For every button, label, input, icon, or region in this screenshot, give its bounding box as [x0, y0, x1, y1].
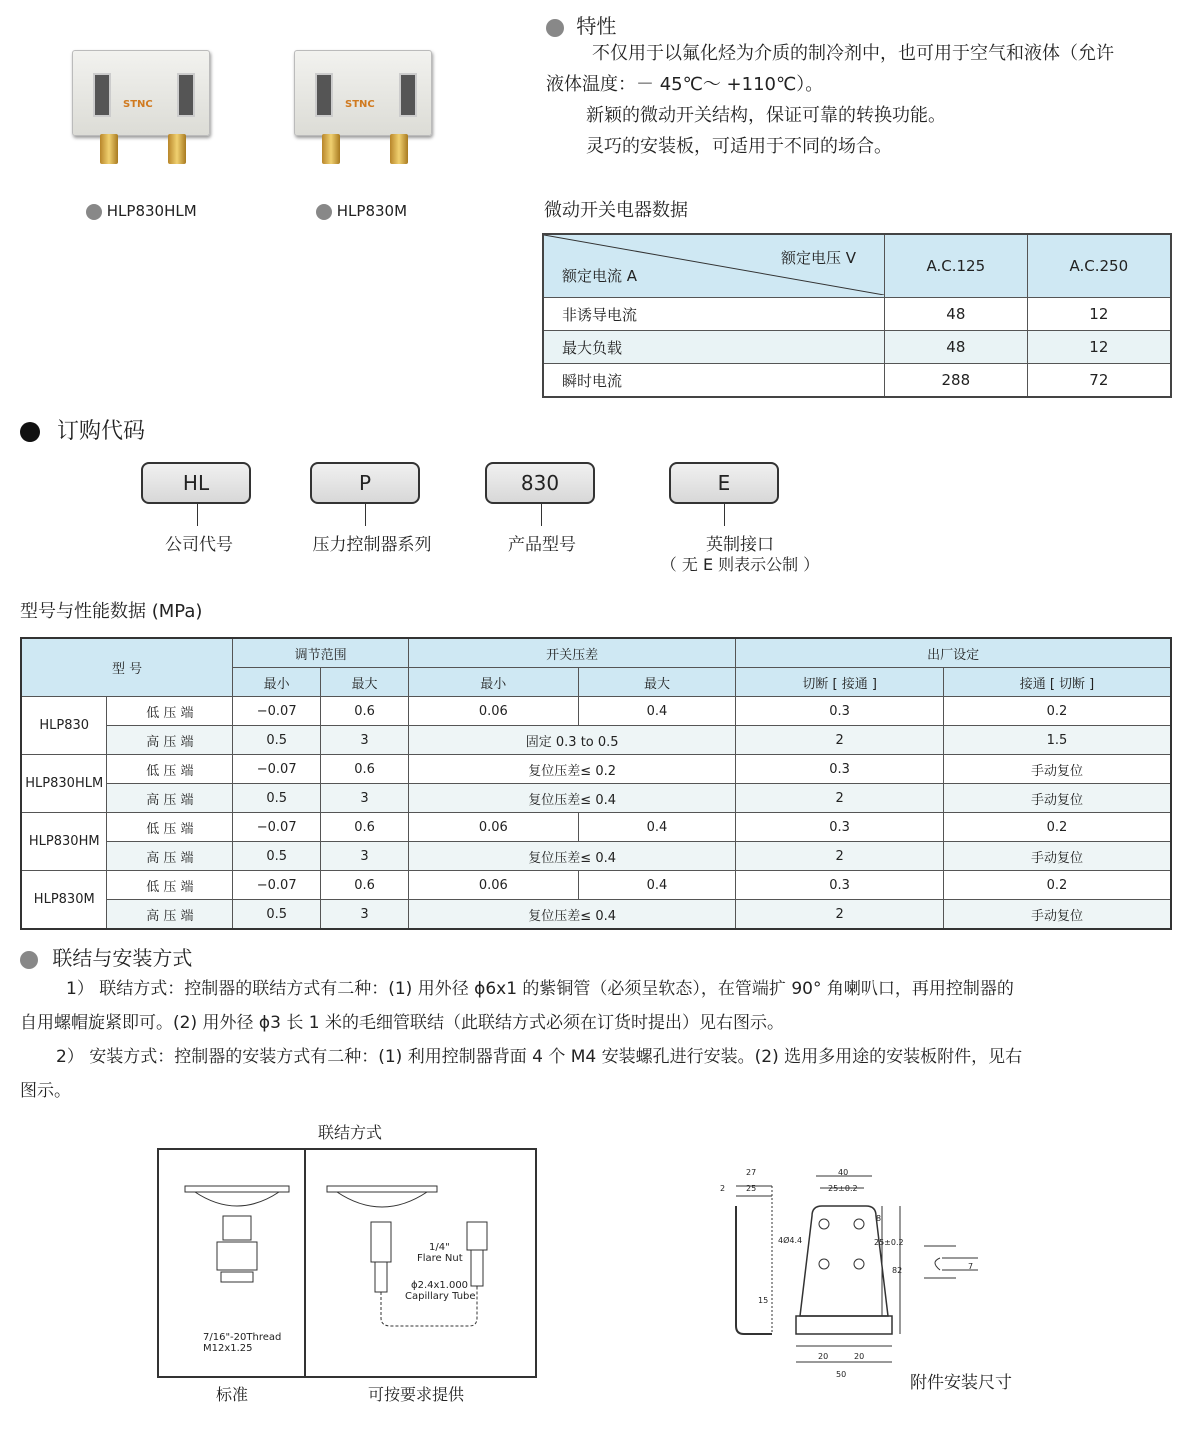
order-code-heading: 订购代码: [20, 414, 145, 445]
diagonal-header-cell: 额定电压 V 额定电流 A: [543, 234, 885, 298]
model-name: HLP830HLM: [21, 755, 107, 813]
code-box-series: P: [310, 462, 420, 504]
row-label: 非诱导电流: [543, 298, 885, 331]
code-label: 压力控制器系列: [312, 535, 432, 555]
performance-title: 型号与性能数据 (MPa): [20, 601, 203, 622]
install-paragraph: 图示。: [20, 1081, 71, 1101]
code-note: （ 无 E 则表示公制 ）: [660, 555, 820, 574]
bullet-icon: [20, 422, 40, 442]
standard-label: 标准: [216, 1385, 249, 1404]
column-header: A.C.125: [885, 234, 1028, 298]
header-model: 型 号: [21, 638, 233, 697]
bracket-label: 附件安装尺寸: [910, 1373, 1012, 1393]
product-image-hlp830m: [294, 50, 434, 170]
cell: 48: [885, 298, 1028, 331]
performance-table: 型 号 调节范围 开关压差 出厂设定 最小 最大 最小 最大 切断 [ 接通 ] 接通 [ 切断 ] HLP830 低 压 端 −0.07 0.6 0.06 0.4 0.3 0.2 高 压 端 0.5 3 固定 0.3 to 0.5 2 1.5 HLP830HLM 低 压 端 −0.07 0.6 复位压差≤ 0.2 0.3 手动复位 高 压 端 0.5 3 复位压差≤ 0.4 2 手动复位 HLP830HM 低 压 端 −0.07 0.6 0.06 0.4 0.3 0.2 高 压 端 0.5 3 复位压差≤ 0.4 2 手动复位 HLP830M 低 压 端 −0.07 0.6 0.06 0.4 0.3 0.2 高 压 端 0.5 3 复位压差≤ 0.4 2 手动复位: [20, 637, 1172, 930]
connection-figure-title: 联结方式: [318, 1123, 383, 1142]
bracket-figure: 27 2 25 40 25±0.2 8 25±0.2 4Ø4.4 82 15 20 20 50 7: [716, 1166, 986, 1386]
install-text: [20, 972, 1180, 1108]
model-name: HLP830: [21, 697, 107, 755]
features-line: 新颖的微动开关结构，保证可靠的转换功能。: [586, 105, 946, 126]
code-box-model: 830: [485, 462, 595, 504]
bullet-icon: [86, 204, 102, 220]
header-factory: 出厂设定: [736, 638, 1171, 668]
product-image-hlp830hlm: [72, 50, 212, 170]
features-line: 灵巧的安装板，可适用于不同的场合。: [586, 136, 892, 157]
cell: 12: [1027, 298, 1171, 331]
capillary-label: ϕ2.4x1.000 Capillary Tube: [405, 1280, 476, 1302]
install-paragraph: 2） 安装方式：控制器的安装方式有二种：(1) 利用控制器背面 4 个 M4 安装螺孔进行安装。(2) 选用多用途的安装板附件，见右: [56, 1047, 1023, 1067]
install-paragraph: 自用螺帽旋紧即可。(2) 用外径 ϕ3 长 1 米的毛细管联结（此联结方式必须在订货时提出）见右图示。: [20, 1013, 784, 1033]
header-range: 调节范围: [233, 638, 409, 668]
electrical-table: [542, 233, 1172, 398]
features-text: [546, 38, 1186, 162]
column-header: A.C.250: [1027, 234, 1171, 298]
row-label: 瞬时电流: [543, 364, 885, 398]
model-name: HLP830HM: [21, 813, 107, 871]
cell: 48: [885, 331, 1028, 364]
bullet-icon: [316, 204, 332, 220]
bullet-icon: [20, 951, 38, 969]
thread-label: 7/16"-20Thread M12x1.25: [203, 1332, 282, 1354]
bullet-icon: [546, 19, 564, 37]
connection-figure: [157, 1148, 537, 1378]
code-box-company: HL: [141, 462, 251, 504]
product-logo: STNC: [123, 99, 153, 110]
row-label: 最大负载: [543, 331, 885, 364]
code-label: 英制接口: [706, 535, 774, 555]
product-label: HLP830HLM: [86, 202, 197, 220]
header-diff: 开关压差: [408, 638, 735, 668]
electrical-title: 微动开关电器数据: [544, 200, 688, 221]
flare-label: 1/4" Flare Nut: [417, 1242, 463, 1264]
cell: 288: [885, 364, 1028, 398]
install-paragraph: 1） 联结方式：控制器的联结方式有二种：(1) 用外径 ϕ6x1 的紫铜管（必须呈软态），在管端扩 90° 角喇叭口，再用控制器的: [66, 979, 1014, 999]
features-heading: 特性: [546, 10, 616, 39]
features-line: 液体温度：－ 45℃～ +110℃）。: [546, 74, 824, 95]
code-label: 产品型号: [508, 535, 576, 555]
features-line: 不仅用于以氟化烃为介质的制冷剂中，也可用于空气和液体（允许: [592, 43, 1114, 64]
code-box-thread: E: [669, 462, 779, 504]
code-label: 公司代号: [165, 535, 233, 555]
install-heading: 联结与安装方式: [20, 942, 192, 971]
cell: 72: [1027, 364, 1171, 398]
product-label: HLP830M: [316, 202, 407, 220]
model-name: HLP830M: [21, 871, 107, 930]
cell: 12: [1027, 331, 1171, 364]
bracket-drawing: [716, 1166, 986, 1386]
product-logo: STNC: [345, 99, 375, 110]
optional-label: 可按要求提供: [368, 1385, 465, 1404]
